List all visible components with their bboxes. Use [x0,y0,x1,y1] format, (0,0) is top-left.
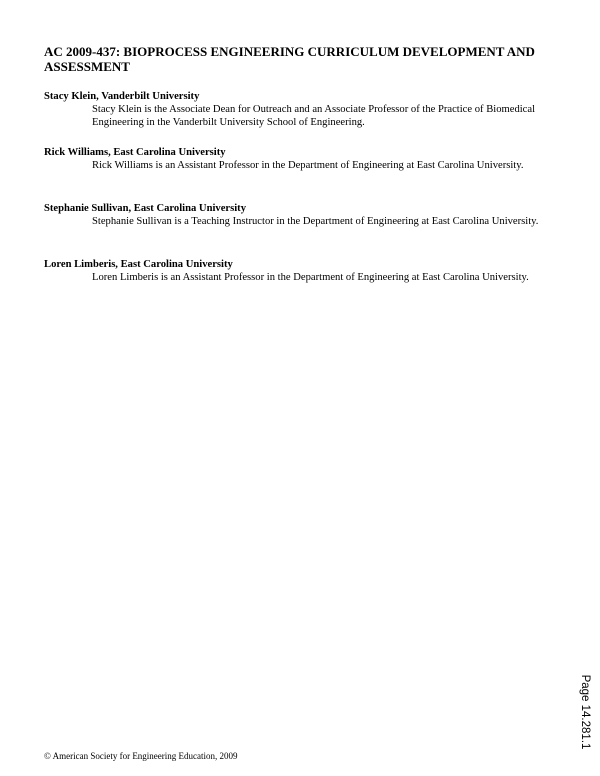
author-bio: Rick Williams is an Assistant Professor in the Department of Engineering at East Carolina University. [92,160,524,171]
author-name: Loren Limberis, East Carolina University [44,259,233,270]
author-bio: Loren Limberis is an Assistant Professor in the Department of Engineering at East Carolina University. [92,272,529,283]
author-block [44,202,554,228]
author-name: Stacy Klein, Vanderbilt University [44,91,200,102]
author-block [44,146,554,172]
author-block [44,90,554,129]
copyright-footer: © American Society for Engineering Education, 2009 [44,751,238,761]
author-name: Rick Williams, East Carolina University [44,147,226,158]
page-number-label: Page 14.281.1 [579,674,591,750]
author-block [44,258,554,284]
page-number [573,672,597,752]
paper-title: AC 2009-437: BIOPROCESS ENGINEERING CURRICULUM DEVELOPMENT AND ASSESSMENT [44,44,535,74]
author-bio: Stephanie Sullivan is a Teaching Instructor in the Department of Engineering at East Carolina University. [92,216,539,227]
author-bio: Stacy Klein is the Associate Dean for Outreach and an Associate Professor of the Practice of Biomedical Engineering in the Vanderbilt University School of Engineering. [92,104,536,128]
author-name: Stephanie Sullivan, East Carolina University [44,203,247,214]
